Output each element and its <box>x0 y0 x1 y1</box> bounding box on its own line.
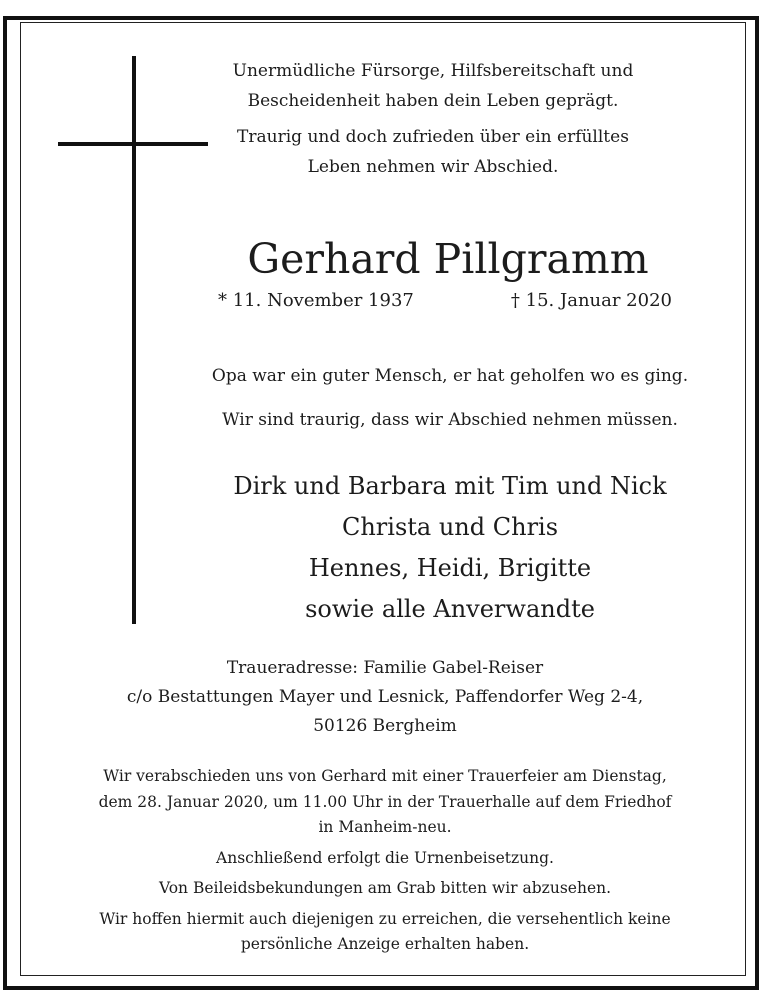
address-line: c/o Bestattungen Mayer und Lesnick, Paffendorfer Weg 2-4, <box>126 687 644 707</box>
deceased-name: Gerhard Pillgramm <box>247 235 649 283</box>
family-quote <box>150 360 750 436</box>
funeral-notice <box>50 764 720 958</box>
intro-line: Leben nehmen wir Abschied. <box>307 157 559 177</box>
address-line: Traueradresse: Familie Gabel-Reiser <box>226 658 544 678</box>
quote-line: Wir sind traurig, dass wir Abschied nehmen müssen. <box>222 410 678 430</box>
quote-line: Opa war ein guter Mensch, er hat geholfen wo es ging. <box>211 366 689 386</box>
death-date: † 15. Januar 2020 <box>510 290 672 311</box>
cross-horizontal-bar <box>58 142 208 146</box>
condolences-line: Von Beileidsbekundungen am Grab bitten wir abzusehen. <box>158 879 612 897</box>
mourner-line: Christa und Chris <box>341 513 559 541</box>
reach-line: Wir hoffen hiermit auch diejenigen zu erreichen, die versehentlich keine <box>99 909 671 928</box>
mourners-list <box>130 466 766 630</box>
intro-verse <box>198 56 668 182</box>
reach-paragraph <box>50 907 720 958</box>
life-dates <box>218 286 678 316</box>
ceremony-line: Wir verabschieden uns von Gerhard mit einer Trauerfeier am Dienstag, <box>103 767 667 785</box>
mourner-line: sowie alle Anverwandte <box>305 595 595 623</box>
birth-date: * 11. November 1937 <box>218 290 414 311</box>
address-line: 50126 Bergheim <box>313 716 457 736</box>
reach-line: persönliche Anzeige erhalten haben. <box>240 935 530 953</box>
mourner-line: Hennes, Heidi, Brigitte <box>308 554 592 582</box>
burial-line: Anschließend erfolgt die Urnenbeisetzung. <box>216 848 554 867</box>
intro-line: Bescheidenheit haben dein Leben geprägt. <box>247 91 619 111</box>
intro-line: Traurig und doch zufrieden über ein erfülltes <box>237 127 629 147</box>
intro-paragraph-2 <box>198 122 668 182</box>
ceremony-paragraph <box>50 764 720 841</box>
mourning-address <box>60 654 710 741</box>
ceremony-line: dem 28. Januar 2020, um 11.00 Uhr in der Trauerhalle auf dem Friedhof <box>98 792 672 811</box>
ceremony-line: in Manheim-neu. <box>318 818 452 836</box>
intro-paragraph-1 <box>198 56 668 116</box>
intro-line: Unermüdliche Fürsorge, Hilfsbereitschaft und <box>232 61 634 81</box>
mourner-line: Dirk und Barbara mit Tim und Nick <box>233 472 667 500</box>
